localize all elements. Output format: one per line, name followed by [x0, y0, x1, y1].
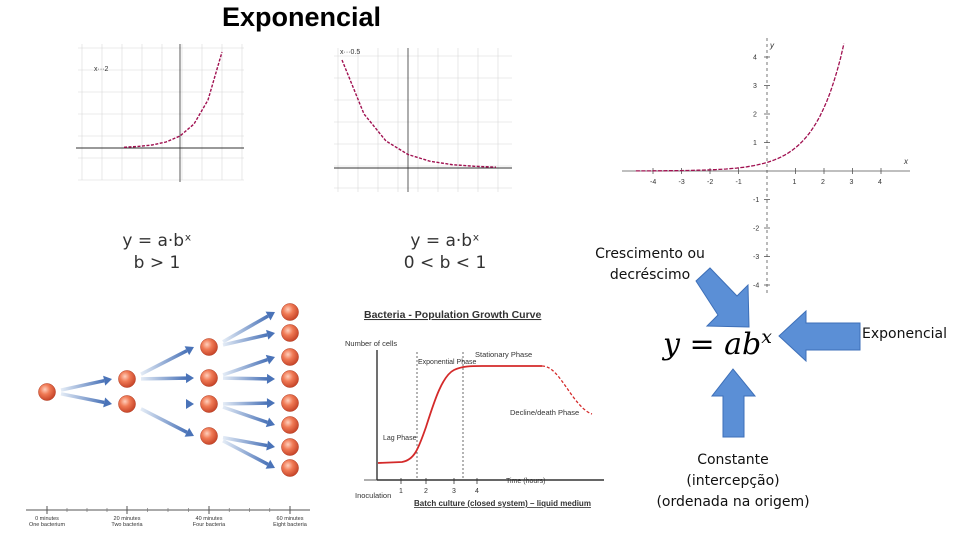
growth-decay-label-line2: decréscimo	[609, 267, 691, 283]
division-arrow-icon	[223, 407, 267, 422]
division-arrow-icon	[141, 378, 186, 379]
division-arrowhead-icon	[266, 330, 275, 340]
population-x-tick-label: 3	[452, 488, 456, 495]
slide-title: Exponencial	[222, 2, 382, 32]
phase-decline-label: Decline/death Phase	[510, 408, 580, 417]
bacterium-icon	[201, 396, 218, 413]
bacterium-icon	[282, 395, 299, 412]
bacterium-icon	[282, 417, 299, 434]
bacterium-icon	[201, 370, 218, 387]
division-arrowhead-icon	[103, 376, 112, 386]
bacterium-icon	[282, 460, 299, 477]
division-arrowhead-icon	[186, 399, 194, 409]
population-growth-chart	[342, 302, 614, 512]
bacterium-icon	[201, 339, 218, 356]
division-arrow-icon	[141, 351, 187, 375]
y-tick-label: -4	[753, 282, 760, 290]
arrow-to-base-icon	[696, 268, 749, 327]
division-arrowhead-icon	[267, 398, 275, 408]
formula-growth-eq: y = a·bˣ	[122, 231, 192, 251]
division-arrowhead-icon	[103, 398, 112, 408]
bacterium-icon	[39, 384, 56, 401]
bacterium-icon	[282, 439, 299, 456]
population-decline-curve	[542, 366, 592, 414]
formula-decay-eq: y = a·bˣ	[410, 231, 480, 251]
phase-lag-label: Lag Phase	[383, 435, 417, 442]
phase-stationary-label: Stationary Phase	[475, 350, 533, 359]
decay-legend: x···0.5	[340, 49, 361, 56]
y-tick-label: 2	[753, 111, 757, 119]
growth-decay-label-line1: Crescimento ou	[595, 246, 705, 262]
y-tick-label: 1	[753, 140, 757, 147]
arrow-to-constant-icon	[712, 369, 755, 437]
bacterium-icon	[119, 396, 136, 413]
division-arrow-icon	[61, 394, 104, 403]
inoculation-label: Inoculation	[355, 491, 392, 500]
division-arrow-icon	[223, 403, 267, 404]
y-tick-label: -1	[753, 197, 760, 204]
division-arrow-icon	[223, 360, 267, 375]
formula-growth-cond: b > 1	[133, 253, 181, 273]
constant-label-line1: Constante	[697, 452, 769, 468]
equation-main: y = ab	[663, 327, 762, 362]
x-tick-label: 2	[821, 179, 825, 186]
division-arrowhead-icon	[266, 441, 275, 451]
timeline-time-label: 0 minutes	[35, 516, 59, 522]
exponential-label: Exponencial	[862, 326, 947, 342]
constant-label-line3: (ordenada na origem)	[656, 494, 810, 510]
constant-label-line2: (intercepção)	[686, 473, 780, 489]
timeline-count-label: Eight bacteria	[273, 522, 307, 528]
bacteria-division-diagram	[20, 300, 316, 530]
population-x-tick-label: 4	[475, 488, 479, 495]
y-tick-label: 3	[753, 83, 757, 90]
timeline-time-label: 60 minutes	[276, 516, 304, 522]
y-axis-label: y	[770, 41, 774, 50]
bacterium-icon	[282, 304, 299, 321]
bacterium-icon	[282, 325, 299, 342]
population-x-tick-label: 1	[399, 488, 403, 495]
x-tick-label: 4	[878, 179, 882, 186]
timeline-count-label: Four bacteria	[192, 522, 226, 528]
population-chart-title: Bacteria - Population Growth Curve	[364, 309, 542, 321]
timeline-count-label: Two bacteria	[111, 522, 143, 528]
bacterium-icon	[119, 371, 136, 388]
division-arrow-icon	[223, 378, 267, 379]
x-tick-label: -4	[650, 179, 657, 186]
division-arrowhead-icon	[186, 373, 194, 383]
x-tick-label: 1	[792, 179, 797, 186]
formula-decay-cond: 0 < b < 1	[403, 253, 487, 273]
division-arrow-icon	[61, 381, 104, 390]
y-tick-label: -3	[753, 254, 760, 261]
x-axis-label: x	[904, 157, 908, 166]
division-arrow-icon	[141, 409, 187, 433]
bacterium-icon	[282, 371, 299, 388]
population-xlabel: Time (hours)	[506, 478, 546, 485]
bacterium-icon	[201, 428, 218, 445]
division-arrowhead-icon	[267, 374, 275, 384]
population-footer: Batch culture (closed system) – liquid medium	[414, 499, 591, 508]
y-tick-label: -2	[753, 225, 760, 233]
timeline-time-label: 40 minutes	[195, 516, 223, 522]
x-tick-label: -2	[707, 179, 714, 186]
x-tick-label: -3	[678, 179, 685, 186]
population-x-tick-label: 2	[424, 488, 428, 495]
x-tick-label: -1	[735, 179, 742, 186]
phase-exponential-label: Exponential Phase	[418, 359, 477, 366]
x-tick-label: 3	[849, 179, 854, 186]
timeline-count-label: One bacterium	[28, 522, 66, 528]
growth-legend: x···2	[94, 66, 109, 73]
y-tick-label: 4	[753, 54, 757, 62]
equation-exponent: x	[761, 326, 772, 348]
arrow-to-exponent-icon	[779, 311, 860, 361]
bacterium-icon	[282, 349, 299, 366]
population-ylabel: Number of cells	[345, 339, 398, 348]
timeline-time-label: 20 minutes	[113, 516, 141, 522]
